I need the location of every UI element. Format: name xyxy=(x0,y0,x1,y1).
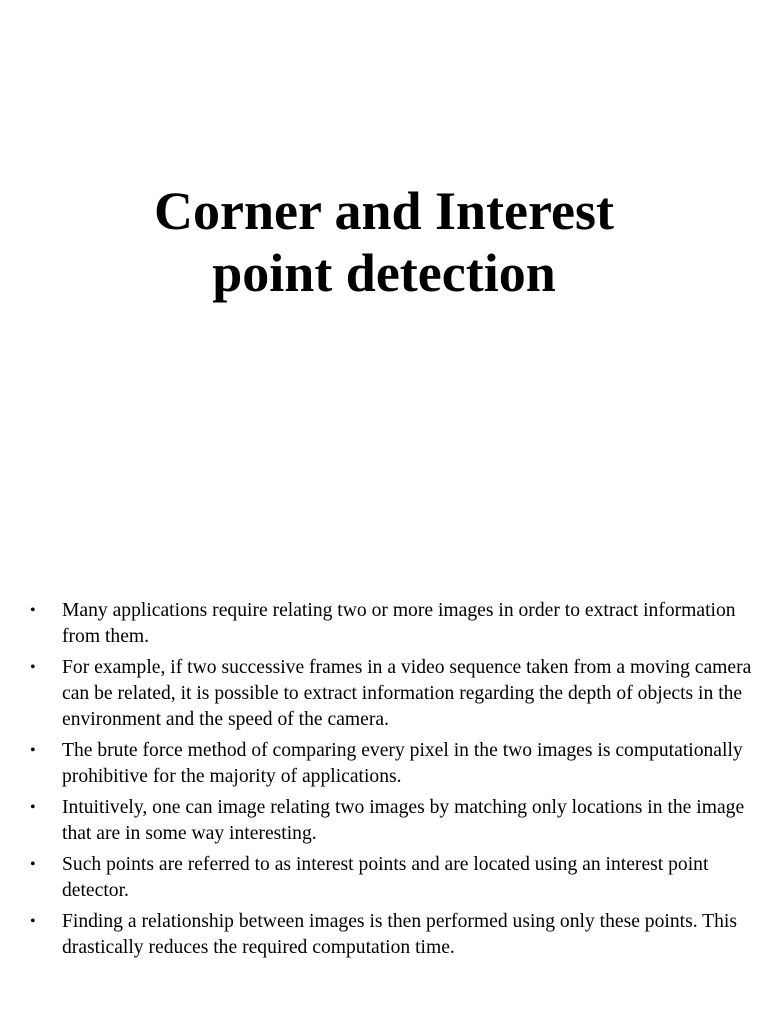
bullet-dot-icon: • xyxy=(30,742,36,759)
bullet-item xyxy=(30,795,760,847)
bullet-text: For example, if two successive frames in a video sequence taken from a moving camera can be related, it is possible to extract information regarding the depth of objects in the environment and the speed of the camera. xyxy=(62,657,752,730)
bullet-text: Intuitively, one can image relating two images by matching only locations in the image that are in some way interesting. xyxy=(62,797,745,844)
bullet-dot-icon: • xyxy=(30,913,36,930)
bullet-item xyxy=(30,655,760,733)
bullet-text: The brute force method of comparing every pixel in the two images is computationally prohibitive for the majority of applications. xyxy=(62,740,743,787)
slide-title xyxy=(0,180,768,304)
bullet-list xyxy=(30,598,760,966)
slide-title-line-2: point detection xyxy=(212,243,556,303)
bullet-dot-icon: • xyxy=(30,856,36,873)
bullet-dot-icon: • xyxy=(30,799,36,816)
bullet-dot-icon: • xyxy=(30,659,36,676)
bullet-item xyxy=(30,598,760,650)
bullet-text: Such points are referred to as interest points and are located using an interest point detector. xyxy=(62,854,709,901)
bullet-item xyxy=(30,852,760,904)
bullet-text: Finding a relationship between images is then performed using only these points. This drastically reduces the required computation time. xyxy=(62,911,737,958)
bullet-item xyxy=(30,909,760,961)
bullet-dot-icon: • xyxy=(30,602,36,619)
slide-title-line-1: Corner and Interest xyxy=(154,181,614,241)
bullet-item xyxy=(30,738,760,790)
bullet-text: Many applications require relating two or more images in order to extract information from them. xyxy=(62,600,736,647)
